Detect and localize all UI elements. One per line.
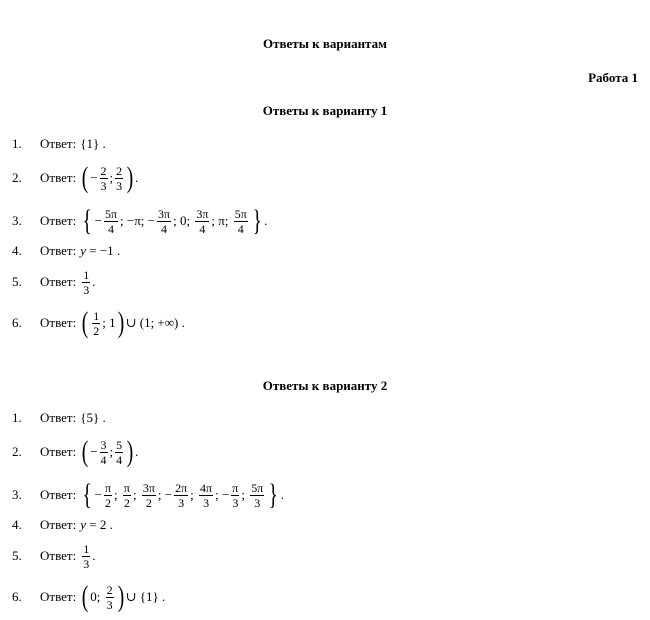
fraction: $\frac{2\pi}{3}$ (175, 480, 188, 510)
item-number: 1. (12, 136, 22, 151)
answer-value: {5} . (80, 410, 106, 425)
fraction: $\frac{1}{3}$ (83, 541, 90, 571)
item-number: 5. (12, 274, 22, 289)
variant-2-answer-2 (12, 432, 138, 472)
variant-1-title: Ответы к варианту 1 (262, 103, 388, 118)
answer-label: Ответ: (40, 274, 77, 289)
fraction: $\frac{1}{2}$ (93, 308, 100, 338)
item-number: 6. (12, 589, 22, 604)
answer-value: { − $\frac{\pi}{2}$ ; $\frac{\pi}{2}$ ; $\frac{3\pi}{2}$ ; − $\frac{2\pi}{3}$ ; $\frac{4\pi}{3}$ ; − $\frac{\pi}{3}$ ; $\frac{5\pi}{3}$ } . (82, 478, 284, 511)
answer-label: Ответ: (40, 136, 77, 151)
answer-label: Ответ: (40, 243, 77, 258)
fraction: $\frac{5\pi}{3}$ (251, 480, 264, 510)
answer-value: ( − $\frac{3}{4}$ ; $\frac{5}{4}$ ) . (81, 435, 139, 468)
answer-label: Ответ: (40, 548, 77, 563)
answer-set: {5} (80, 410, 100, 425)
answer-label: Ответ: (40, 517, 77, 532)
fraction: $\frac{5\pi}{4}$ (234, 206, 247, 236)
fraction: $\frac{2}{3}$ (116, 163, 123, 193)
item-number: 5. (12, 548, 22, 563)
work-label: Работа 1 (588, 70, 638, 85)
variant-1-answer-5 (12, 262, 95, 302)
answer-value: ( $\frac{1}{2}$ ; 1 ) ∪ (1; +∞) . (81, 306, 185, 339)
answer-label: Ответ: (40, 589, 77, 604)
answer-value: { − $\frac{5\pi}{4}$ ; − π ; − $\frac{3\pi}{4}$ ; 0 ; $\frac{3\pi}{4}$ ; π ; $\frac{5\pi}{4}$ } . (82, 204, 268, 237)
fraction: $\frac{4\pi}{3}$ (200, 480, 213, 510)
variant-1-answer-2 (12, 158, 138, 198)
answer-label: Ответ: (40, 410, 77, 425)
fraction: $\frac{1}{3}$ (83, 267, 90, 297)
item-number: 1. (12, 410, 22, 425)
answer-value: $\frac{1}{3}$ . (83, 267, 96, 297)
answer-value: ( 0 ; $\frac{2}{3}$ ) ∪ {1} . (81, 580, 166, 613)
item-number: 6. (12, 315, 22, 330)
answer-set: {1} (80, 136, 100, 151)
item-number: 3. (12, 213, 22, 228)
answer-label: Ответ: (40, 213, 77, 228)
fraction: $\frac{\pi}{2}$ (123, 480, 130, 510)
variant-2-answer-6 (12, 577, 165, 617)
fraction: $\frac{2}{3}$ (100, 163, 107, 193)
page-title: Ответы к вариантам (263, 36, 387, 51)
answer-label: Ответ: (40, 444, 77, 459)
fraction: $\frac{5\pi}{4}$ (104, 206, 118, 236)
item-number: 4. (12, 243, 22, 258)
answer-label: Ответ: (40, 170, 77, 185)
answer-value: ( − $\frac{2}{3}$ ; $\frac{2}{3}$ ) . (81, 161, 139, 194)
fraction: $\frac{\pi}{3}$ (232, 480, 239, 510)
fraction: $\frac{5}{4}$ (116, 437, 123, 467)
variant-2-answer-5 (12, 536, 95, 576)
answer-value: $\frac{1}{3}$ . (83, 541, 96, 571)
fraction: $\frac{\pi}{2}$ (104, 480, 112, 510)
item-number: 4. (12, 517, 22, 532)
fraction: $\frac{2}{3}$ (106, 582, 113, 612)
answer-value: y = 2 . (80, 517, 113, 532)
variant-1-answer-6 (12, 303, 185, 343)
item-number: 2. (12, 444, 22, 459)
fraction: $\frac{3\pi}{2}$ (142, 480, 155, 510)
answer-value: y = −1 . (80, 243, 121, 258)
fraction: $\frac{3\pi}{4}$ (158, 206, 171, 236)
answer-value: {1} . (80, 136, 106, 151)
item-number: 2. (12, 170, 22, 185)
variant-2-title: Ответы к варианту 2 (262, 378, 388, 393)
item-number: 3. (12, 487, 22, 502)
fraction: $\frac{3\pi}{4}$ (196, 206, 209, 236)
fraction: $\frac{3}{4}$ (100, 437, 107, 467)
answer-label: Ответ: (40, 487, 77, 502)
answer-label: Ответ: (40, 315, 77, 330)
